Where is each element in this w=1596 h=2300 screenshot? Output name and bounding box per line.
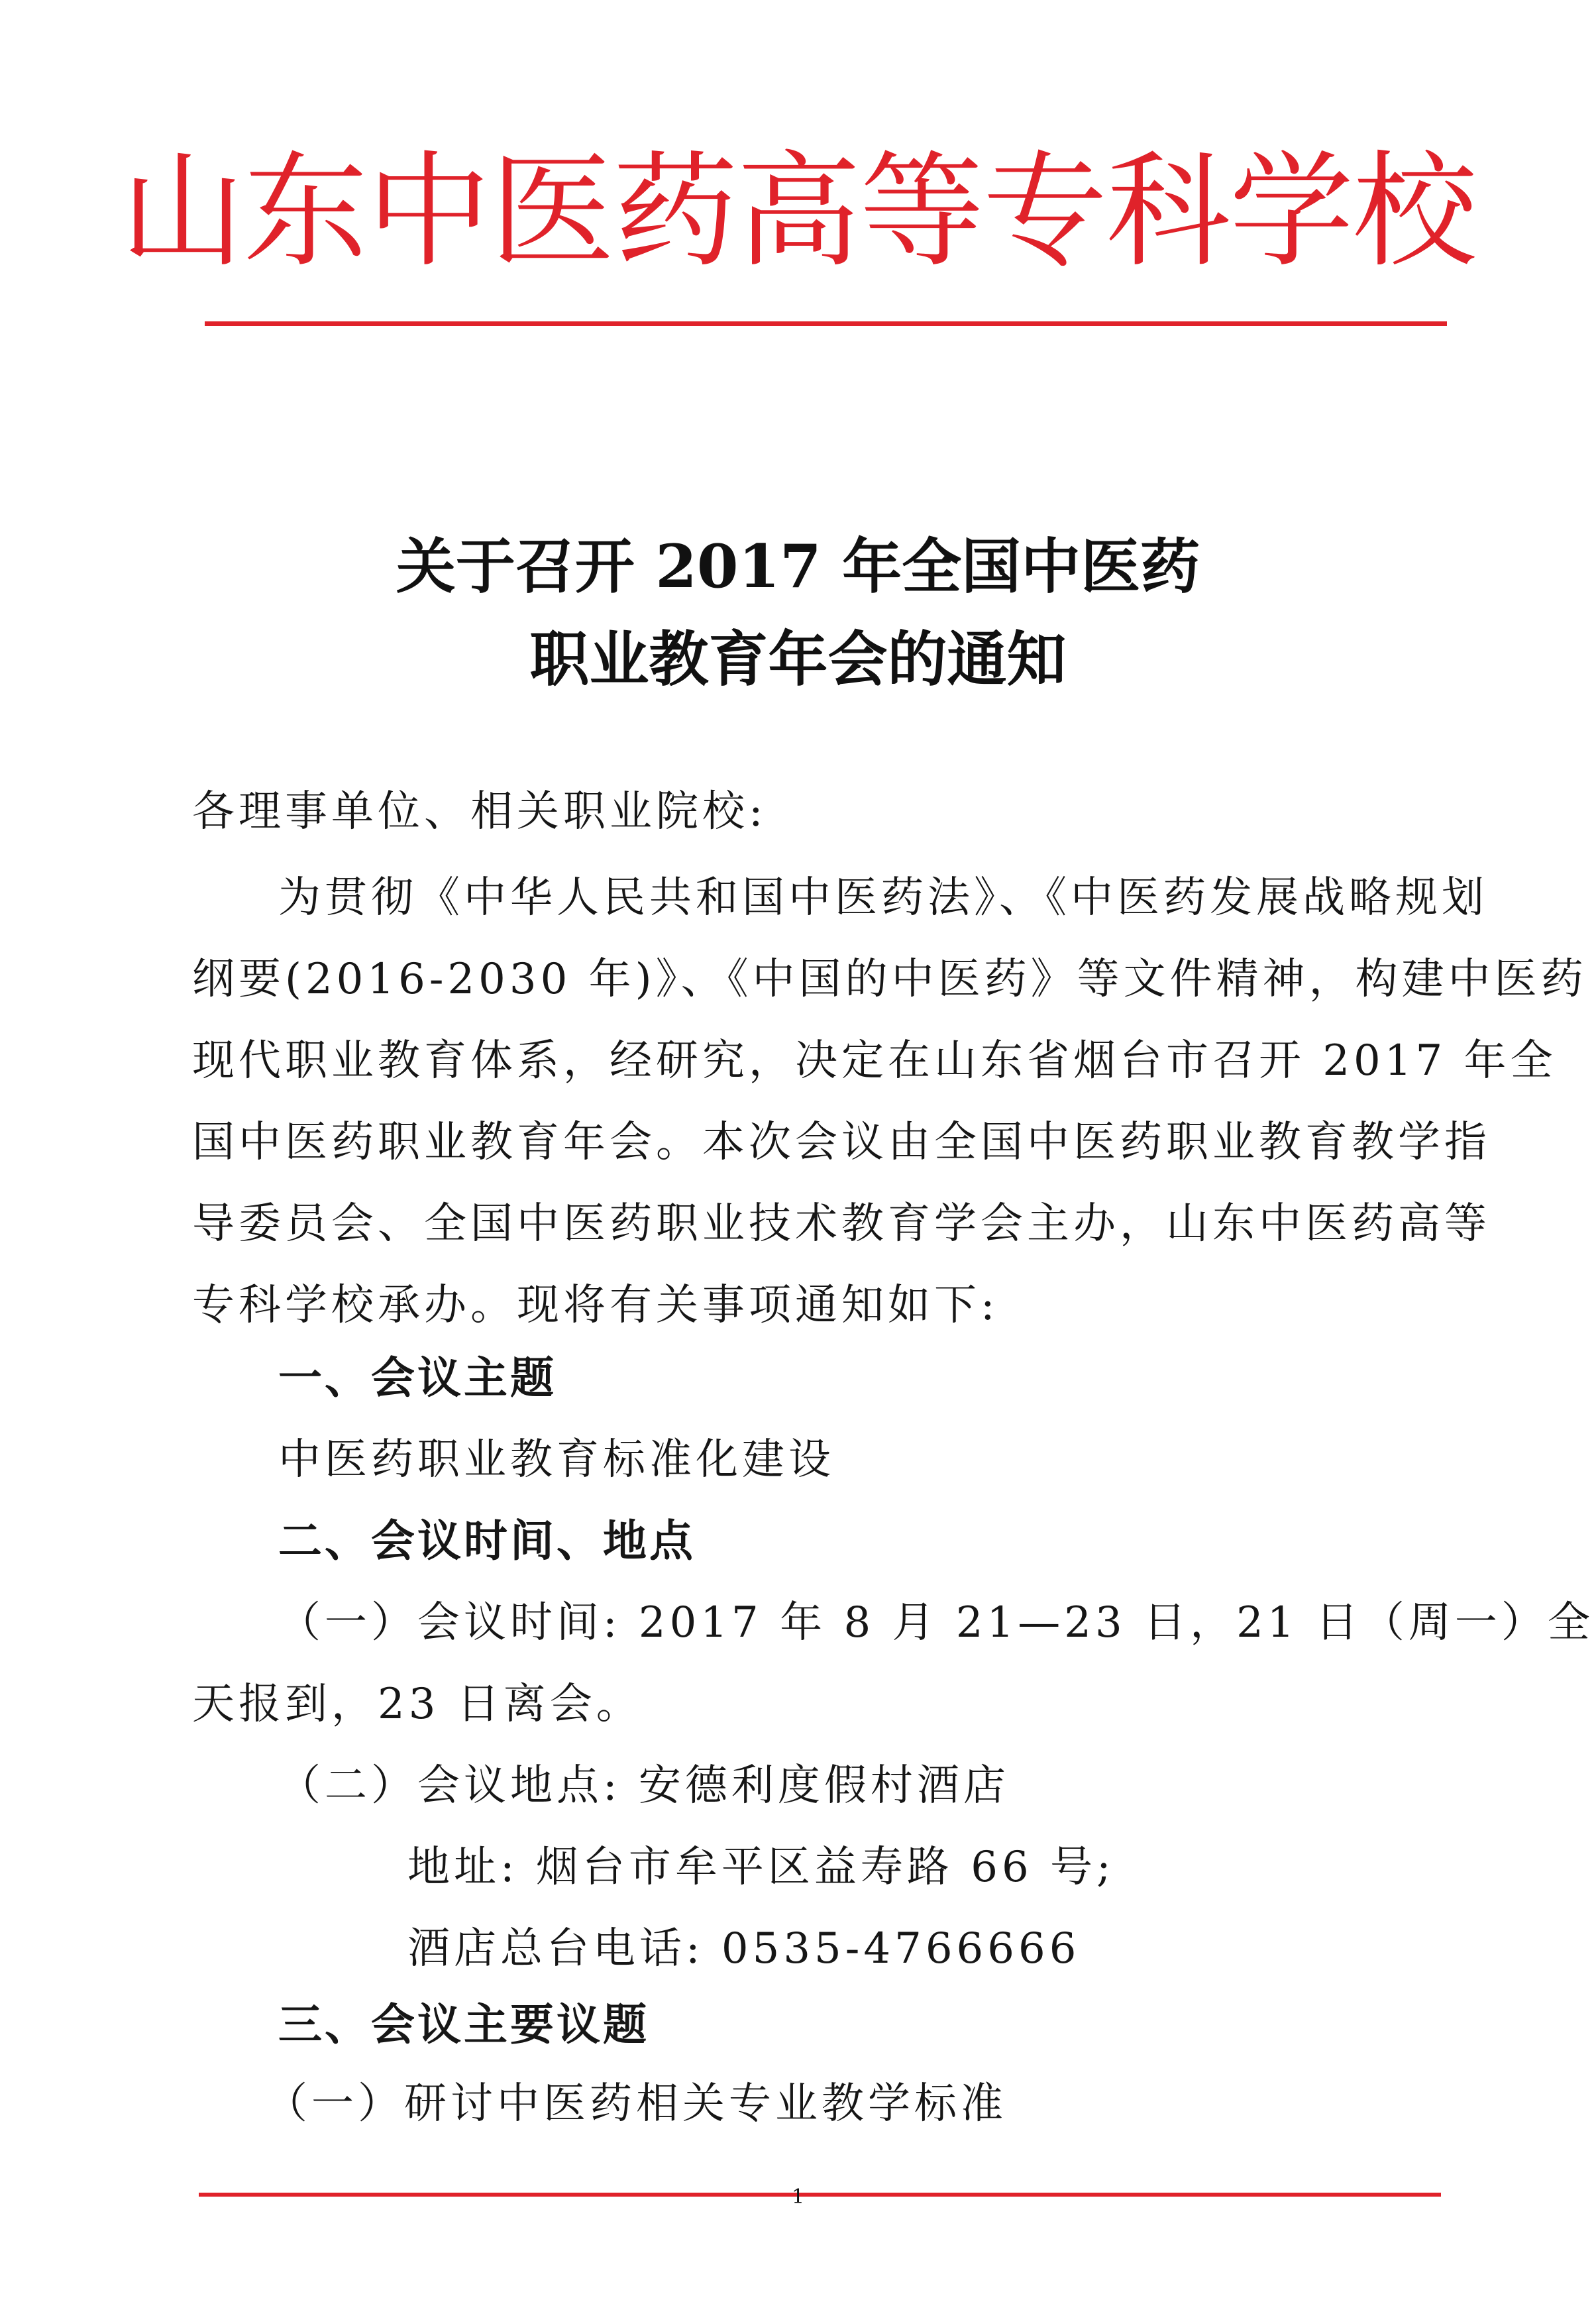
section-heading: 二、会议时间、地点 (278, 1515, 696, 1566)
section-content: 中医药职业教育标准化建设 (278, 1435, 835, 1484)
section-heading: 三、会议主要议题 (278, 1999, 649, 2050)
venue-address: 地址: 烟台市牟平区益寿路 66 号; (407, 1843, 1115, 1892)
salutation: 各理事单位、相关职业院校: (192, 787, 767, 836)
letterhead-org-name: 山东中医药高等专科学校 (120, 139, 1476, 284)
page-number: 1 (791, 2185, 805, 2209)
intro-line: 导委员会、全国中医药职业技术教育学会主办，山东中医药高等 (192, 1199, 1491, 1248)
meeting-venue: （二）会议地点: 安德利度假村酒店 (278, 1761, 1010, 1810)
intro-line: 国中医药职业教育年会。本次会议由全国中医药职业教育教学指 (192, 1118, 1491, 1167)
meeting-time-continued: 天报到，23 日离会。 (192, 1680, 643, 1729)
intro-line: 现代职业教育体系，经研究，决定在山东省烟台市召开 2017 年全 (192, 1036, 1557, 1085)
topic-item: （一）研讨中医药相关专业教学标准 (265, 2079, 1007, 2128)
notice-title-line-2: 职业教育年会的通知 (529, 624, 1067, 694)
letterhead-divider (205, 321, 1447, 326)
hotel-phone: 酒店总台电话: 0535-4766666 (407, 1924, 1081, 1973)
meeting-time: （一）会议时间: 2017 年 8 月 21—23 日，21 日（周一）全 (278, 1598, 1594, 1647)
intro-line: 纲要(2016-2030 年)》、《中国的中医药》等文件精神，构建中医药 (192, 955, 1587, 1004)
intro-line: 专科学校承办。现将有关事项通知如下: (192, 1281, 999, 1330)
intro-line: 为贯彻《中华人民共和国中医药法》、《中医药发展战略规划 (278, 873, 1488, 922)
notice-title-line-1: 关于召开 2017 年全国中医药 (396, 531, 1200, 602)
section-heading: 一、会议主题 (278, 1352, 557, 1403)
